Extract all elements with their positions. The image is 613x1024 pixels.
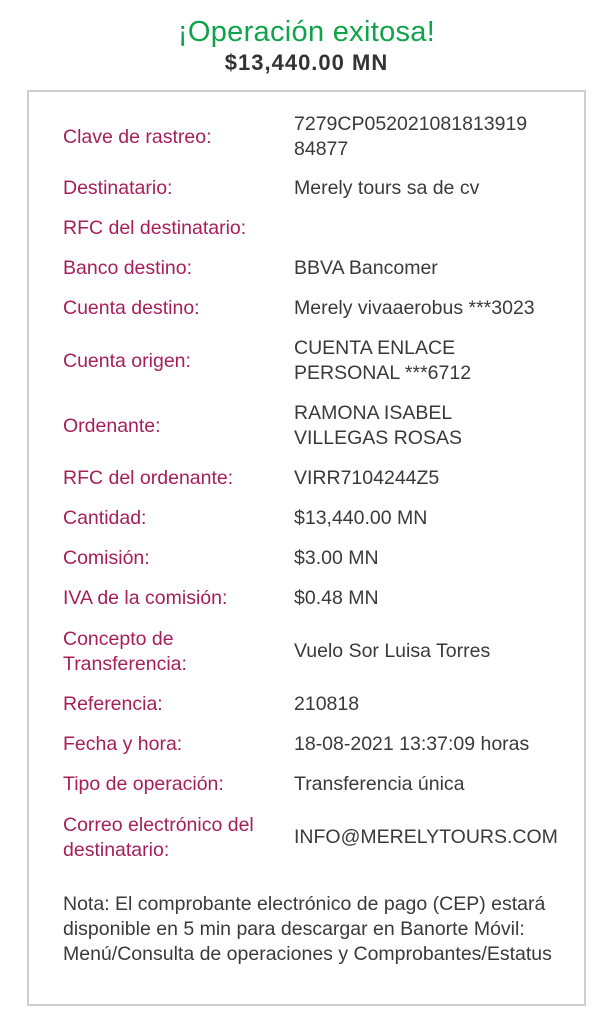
receipt-card (27, 90, 586, 1006)
detail-value: $0.48 MN (294, 587, 379, 609)
detail-label: Clave de rastreo: (63, 126, 212, 148)
detail-row-clave-rastreo (29, 112, 584, 162)
detail-label: RFC del ordenante: (63, 467, 234, 489)
detail-label: Fecha y hora: (63, 733, 183, 755)
transfer-amount: $13,440.00 MN (224, 50, 389, 75)
detail-label: Comisión: (63, 547, 150, 569)
detail-label: Concepto de Transferencia: (63, 628, 187, 675)
detail-label: Destinatario: (63, 177, 173, 199)
detail-value: INFO@MERELYTOURS.COM (294, 826, 558, 848)
receipt-header (0, 14, 613, 76)
detail-label: Cuenta destino: (63, 297, 200, 319)
detail-value: RAMONA ISABEL VILLEGAS ROSAS (294, 402, 462, 449)
detail-value: Merely vivaaerobus ***3023 (294, 297, 535, 319)
detail-value: $13,440.00 MN (294, 507, 428, 529)
detail-value: 210818 (294, 693, 360, 715)
detail-label: Cuenta origen: (63, 350, 191, 372)
cep-note: Nota: El comprobante electrónico de pago (CEP) estará disponible en 5 min para descargar en Banorte Móvil: Menú/Consulta de operaciones y Comprobantes/Estatus (63, 893, 552, 965)
success-title: ¡Operación exitosa! (177, 16, 436, 48)
detail-label: Tipo de operación: (63, 773, 224, 795)
detail-label: Correo electrónico del destinatario: (63, 814, 254, 861)
detail-value: Transferencia única (294, 773, 465, 795)
detail-label: Referencia: (63, 693, 163, 715)
detail-value: Merely tours sa de cv (294, 177, 480, 199)
detail-label: RFC del destinatario: (63, 217, 247, 239)
detail-label: Banco destino: (63, 257, 193, 279)
detail-label: Ordenante: (63, 415, 161, 437)
detail-value: CUENTA ENLACE PERSONAL ***6712 (294, 337, 472, 384)
detail-label: IVA de la comisión: (63, 587, 228, 609)
detail-value: 18-08-2021 13:37:09 horas (294, 733, 530, 755)
detail-value: 7279CP052021081813919 84877 (294, 113, 528, 160)
detail-label: Cantidad: (63, 507, 147, 529)
detail-value: $3.00 MN (294, 547, 379, 569)
detail-value: VIRR7104244Z5 (294, 467, 440, 489)
detail-value: Vuelo Sor Luisa Torres (294, 640, 491, 662)
detail-value: BBVA Bancomer (294, 257, 438, 279)
